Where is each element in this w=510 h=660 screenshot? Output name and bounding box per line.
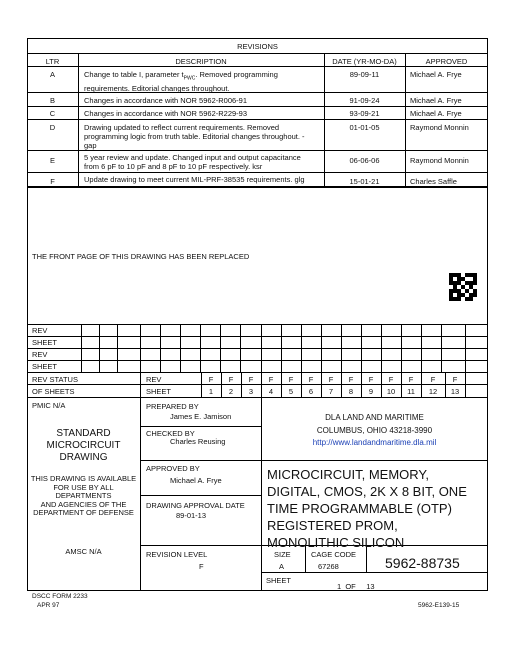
- header-ltr: LTR: [45, 57, 60, 66]
- size-value: A: [279, 562, 285, 571]
- pmic: PMIC N/A: [32, 401, 66, 410]
- rev-ltr-b: B: [49, 96, 55, 105]
- rev-desc-a: Change to table I, parameter $t_{PWC}$. Removed programming requirements. Editorial changes throughout.: [84, 70, 278, 93]
- rev-ltr-c: C: [49, 109, 56, 118]
- cage-code-label: CAGE CODE: [311, 550, 357, 559]
- org-address: COLUMBUS, OHIO 43218-3990: [316, 426, 433, 435]
- approval-date: 89-01-13: [176, 511, 207, 520]
- size-label: SIZE: [274, 550, 291, 559]
- revision-level: F: [199, 562, 204, 571]
- rev-ltr-a: A: [49, 70, 55, 79]
- revision-level-label: REVISION LEVEL: [146, 550, 208, 559]
- revisions-title: REVISIONS: [237, 42, 278, 51]
- sheet-number-cell: 8: [348, 387, 354, 396]
- rev-desc-e: 5 year review and update. Changed input and output capacitance from 6 pF to 10 pF and 8 pF to 10 pF respectively. ksr: [84, 153, 301, 171]
- sheet-number-cell: 3: [248, 387, 254, 396]
- sheet-number-cell: 12: [428, 387, 438, 396]
- sheet-number-cell: 10: [386, 387, 396, 396]
- checked-label: CHECKED BY: [146, 429, 195, 438]
- checked-name: Charles Reusing: [170, 437, 226, 446]
- rev-status-label: REV STATUS: [32, 375, 78, 384]
- rev-date-c: 93-09-21: [349, 109, 380, 118]
- sheet-number-cell: 5: [288, 387, 294, 396]
- approval-date-label: DRAWING APPROVAL DATE: [146, 501, 245, 510]
- rev-approved-f: Charles Saffle: [410, 177, 457, 186]
- sheet-label: SHEET: [266, 576, 292, 585]
- rev-ltr-d: D: [49, 123, 56, 132]
- rev-ltr-e: E: [49, 156, 55, 165]
- org-name: DLA LAND AND MARITIME: [325, 413, 424, 422]
- rev-desc-b: Changes in accordance with NOR 5962-R006-91: [84, 96, 248, 105]
- sheet-number-cell: 2: [228, 387, 234, 396]
- rev-status-cell: F: [328, 375, 334, 384]
- amsc: AMSC N/A: [65, 547, 102, 556]
- grid-rev-label-1: REV: [32, 326, 48, 335]
- qr-code: [449, 273, 477, 301]
- prepared-name: James E. Jamison: [170, 412, 232, 421]
- rev-status-cell: F: [288, 375, 294, 384]
- footer-code: 5962-E139-15: [418, 602, 460, 609]
- sheet-number-cell: 7: [328, 387, 334, 396]
- rev-desc-f: Update drawing to meet current MIL-PRF-38535 requirements. glg: [84, 175, 305, 184]
- rev-approved-a: Michael A. Frye: [410, 70, 462, 79]
- rev-desc-d: Drawing updated to reflect current requirements. Removed programming logic from truth table. Editorial changes throughout. - gap: [84, 123, 305, 150]
- rev-ltr-f: F: [50, 177, 55, 186]
- sheet-number-cell: 9: [368, 387, 374, 396]
- rev-date-a: 89-09-11: [349, 70, 380, 79]
- status-sheet-label: SHEET: [146, 387, 172, 396]
- grid-rev-label-2: REV: [32, 350, 48, 359]
- header-description: DESCRIPTION: [175, 57, 227, 66]
- form-date: APR 97: [37, 602, 60, 609]
- rev-desc-c: Changes in accordance with NOR 5962-R229-93: [84, 109, 248, 118]
- sheet-number-cell: 1: [208, 387, 214, 396]
- replaced-note: THE FRONT PAGE OF THIS DRAWING HAS BEEN REPLACED: [32, 252, 250, 261]
- rev-date-e: 06-06-06: [349, 156, 380, 165]
- rev-date-b: 91-09-24: [349, 96, 380, 105]
- rev-status-cell: F: [452, 375, 458, 384]
- rev-status-cell: F: [208, 375, 214, 384]
- of-sheets-label: OF SHEETS: [32, 387, 75, 396]
- status-rev-label: REV: [146, 375, 162, 384]
- header-approved: APPROVED: [425, 57, 468, 66]
- microcircuit: MICROCIRCUIT: [46, 440, 121, 451]
- rev-approved-d: Raymond Monnin: [410, 123, 469, 132]
- rev-status-cell: F: [268, 375, 274, 384]
- org-url-link[interactable]: http://www.landandmaritime.dla.mil: [312, 438, 437, 447]
- sheet-number: 1 OF 13: [337, 582, 375, 591]
- approved-name: Michael A. Frye: [170, 476, 222, 485]
- sheet-number-cell: 6: [308, 387, 314, 396]
- rev-status-cell: F: [228, 375, 234, 384]
- sheet-number-cell: 4: [268, 387, 274, 396]
- rev-status-cell: F: [430, 375, 436, 384]
- approved-label: APPROVED BY: [146, 464, 200, 473]
- rev-status-cell: F: [348, 375, 354, 384]
- form-number: DSCC FORM 2233: [32, 593, 88, 600]
- rev-date-f: 15-01-21: [349, 177, 380, 186]
- grid-sheet-label-2: SHEET: [32, 362, 58, 371]
- rev-approved-c: Michael A. Frye: [410, 109, 462, 118]
- document-number: 5962-88735: [385, 555, 460, 571]
- rev-approved-b: Michael A. Frye: [410, 96, 462, 105]
- cage-code-value: 67268: [318, 562, 339, 571]
- sheet-number-cell: 13: [450, 387, 460, 396]
- rev-status-cell: F: [388, 375, 394, 384]
- sheet-number-cell: 11: [407, 387, 415, 396]
- rev-status-cell: F: [368, 375, 374, 384]
- rev-status-cell: F: [408, 375, 414, 384]
- rev-status-cell: F: [248, 375, 254, 384]
- standard: STANDARD: [56, 428, 111, 439]
- rev-status-cell: F: [308, 375, 314, 384]
- availability: THIS DRAWING IS AVAILABLE FOR USE BY ALL DEPARTMENTS AND AGENCIES OF THE DEPARTMENT OF DEFENSE: [30, 474, 137, 517]
- header-date: DATE (YR-MO-DA): [332, 57, 397, 66]
- drawing-label: DRAWING: [59, 452, 108, 463]
- drawing-title: MICROCIRCUIT, MEMORY, DIGITAL, CMOS, 2K X 8 BIT, ONE TIME PROGRAMMABLE (OTP) REGISTERED PROM, MONOLITHIC SILICON: [267, 467, 467, 550]
- rev-date-d: 01-01-05: [349, 123, 380, 132]
- prepared-label: PREPARED BY: [146, 402, 199, 411]
- grid-sheet-label-1: SHEET: [32, 338, 58, 347]
- rev-approved-e: Raymond Monnin: [410, 156, 469, 165]
